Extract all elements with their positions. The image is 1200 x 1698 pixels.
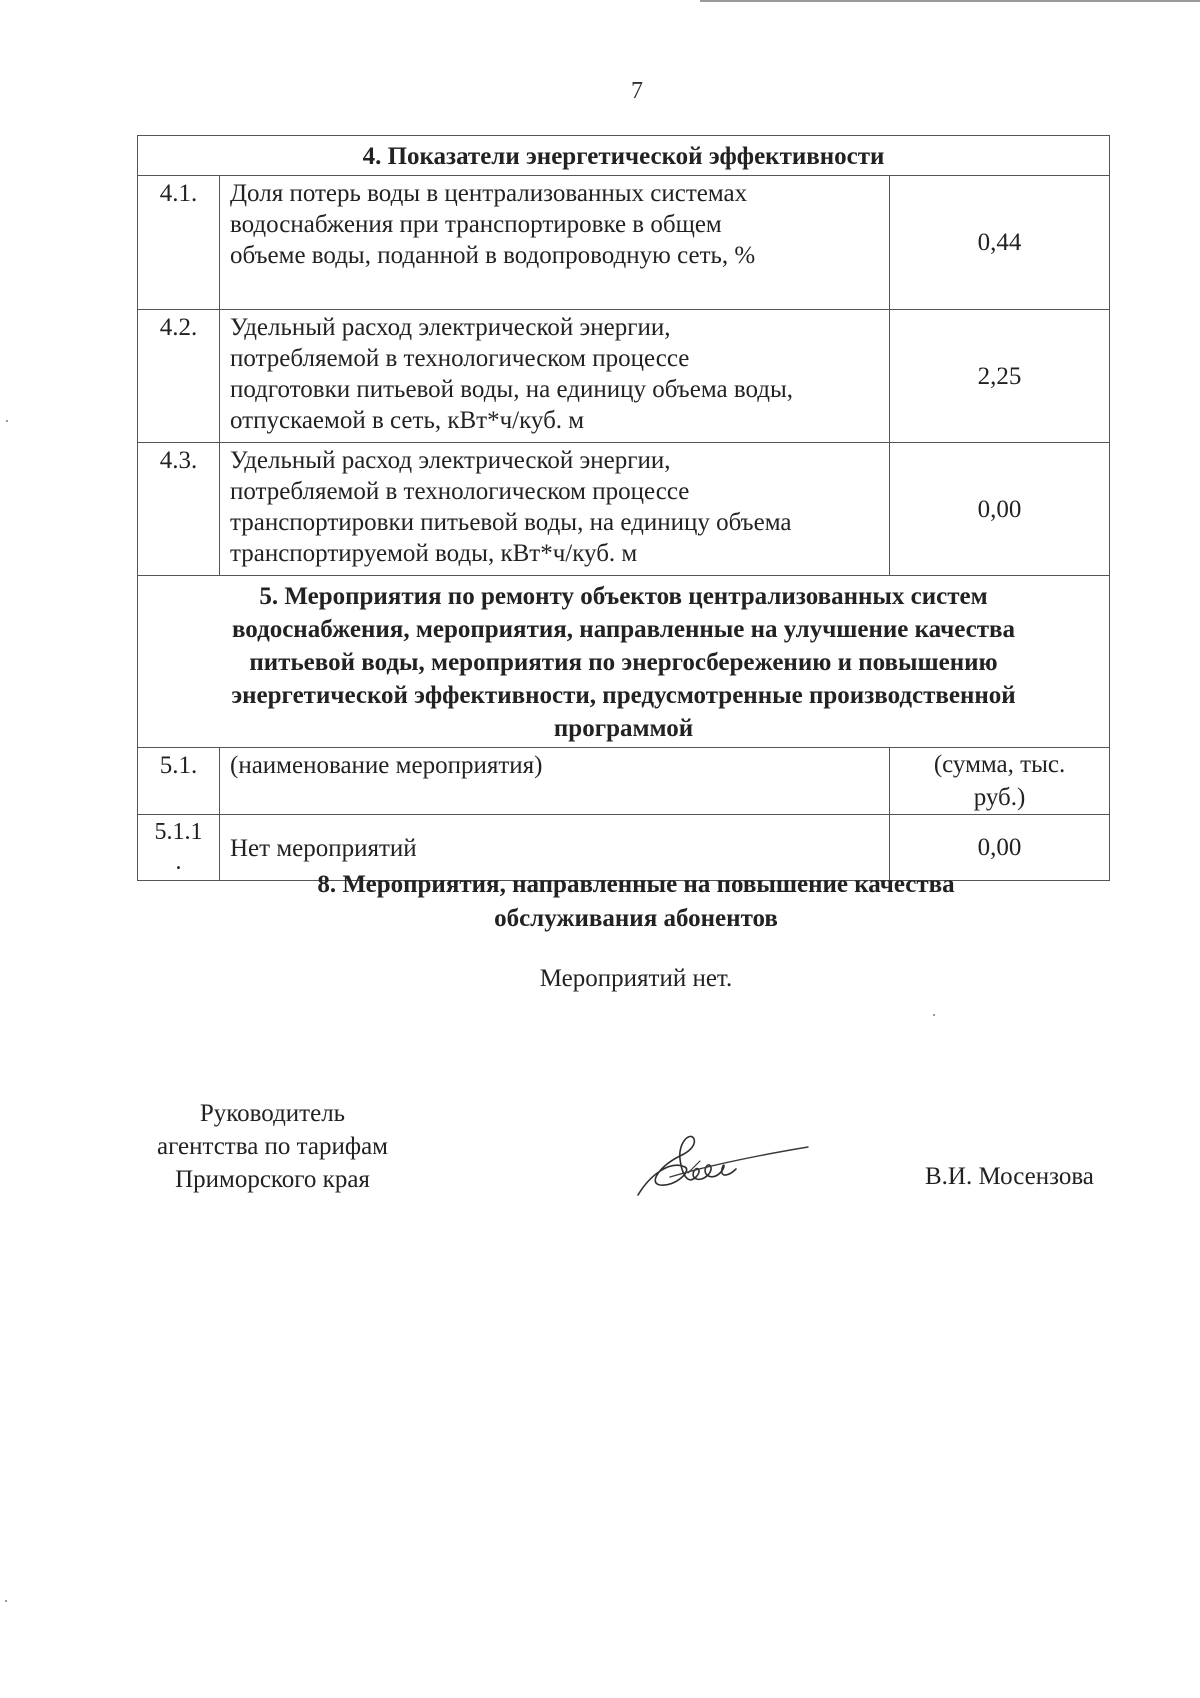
indicators-table (137, 135, 1110, 881)
table-row (138, 176, 1110, 310)
description-line: объеме воды, поданной в водопроводную сеть, % (230, 242, 756, 269)
row-value: 0,00 (890, 443, 1110, 576)
row-value: 2,25 (890, 310, 1110, 443)
description-line: Удельный расход электрической энергии, (230, 447, 671, 474)
signer-position-line: Приморского края (175, 1166, 370, 1193)
row-description: (наименование мероприятия) (220, 748, 890, 815)
description-line: транспортируемой воды, кВт*ч/куб. м (230, 540, 638, 567)
section8-text: Мероприятий нет. (539, 965, 733, 992)
row-description: Нет мероприятий (220, 815, 890, 881)
scan-speck (5, 1600, 7, 1602)
row-description (220, 176, 890, 310)
section5-title-line: водоснабжения, мероприятия, направленные на улучшение качества (231, 616, 1016, 643)
signer-name: В.И. Мосензова (925, 1163, 1094, 1190)
page-number: 7 (631, 78, 643, 104)
description-line: отпускаемой в сеть, кВт*ч/куб. м (230, 407, 585, 434)
description-line: Доля потерь воды в централизованных системах (230, 180, 748, 207)
signer-position-line: агентства по тарифам (156, 1133, 389, 1160)
top-scan-rule (700, 0, 1200, 2)
section5-title-line: питьевой воды, мероприятия по энергосбережению и повышению (249, 649, 998, 676)
description-line: потребляемой в технологическом процессе (230, 345, 690, 372)
row-number-line: 5.1.1 (154, 819, 203, 845)
handwritten-signature (630, 1125, 810, 1205)
table-row (138, 443, 1110, 576)
description-line: водоснабжения при транспортировке в общем (230, 211, 722, 238)
value-line: (сумма, тыс. (933, 751, 1066, 778)
section4-heading-row (138, 136, 1110, 176)
signer-position-line: Руководитель (199, 1100, 346, 1127)
signer-position (140, 1097, 405, 1196)
description-line: подготовки питьевой воды, на единицу объема воды, (230, 376, 794, 403)
row-description (220, 443, 890, 576)
section8-title (200, 868, 1072, 936)
table-row (138, 748, 1110, 815)
section5-title-line: энергетической эффективности, предусмотренные производственной (231, 682, 1016, 709)
row-number: 5.1. (138, 748, 220, 815)
section5-title-line: программой (553, 715, 694, 742)
row-number: 4.3. (138, 443, 220, 576)
section8-title-line: обслуживания абонентов (494, 905, 778, 932)
description-line: транспортировки питьевой воды, на единицу объема (230, 509, 792, 536)
section5-title (138, 576, 1110, 748)
description-line: Удельный расход электрической энергии, (230, 314, 671, 341)
value-line: руб.) (973, 784, 1026, 811)
row-description (220, 310, 890, 443)
section4-title: 4. Показатели энергетической эффективности (138, 136, 1110, 176)
section5-title-line: 5. Мероприятия по ремонту объектов централизованных систем (259, 583, 988, 610)
row-number-line: . (175, 849, 182, 875)
row-number: 4.1. (138, 176, 220, 310)
scan-speck (6, 420, 8, 422)
section8-title-line: 8. Мероприятия, направленные на повышение качества (317, 871, 955, 898)
scan-speck (933, 1014, 935, 1016)
section5-heading-row (138, 576, 1110, 748)
row-value (890, 748, 1110, 815)
row-value: 0,44 (890, 176, 1110, 310)
row-number: 4.2. (138, 310, 220, 443)
description-line: потребляемой в технологическом процессе (230, 478, 690, 505)
row-value: 0,00 (890, 815, 1110, 881)
table-row (138, 310, 1110, 443)
